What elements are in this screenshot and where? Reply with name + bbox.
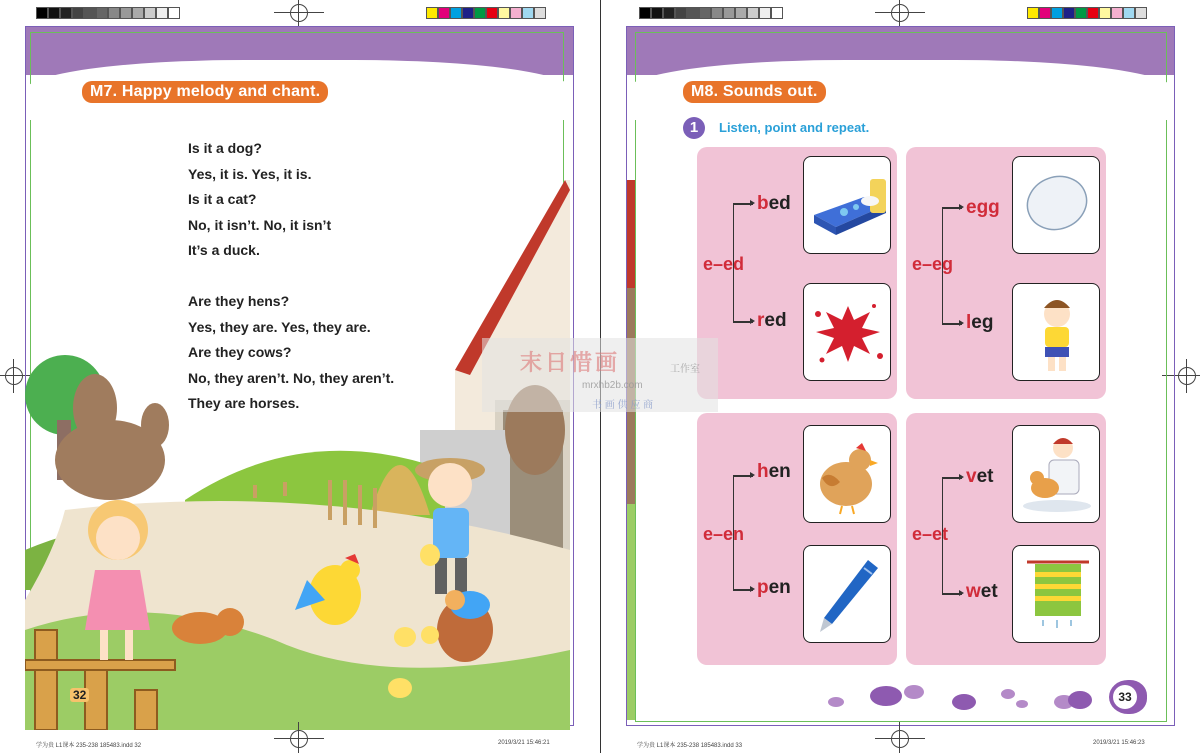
- branch-arrow: [733, 321, 753, 323]
- branch-arrow: [942, 207, 962, 209]
- word-pen: pen: [757, 577, 791, 598]
- vet-icon: [1013, 426, 1100, 523]
- bed-picture: [803, 156, 891, 254]
- chant-line: No, they aren’t. No, they aren’t.: [188, 369, 395, 386]
- branch-arrow: [942, 477, 962, 479]
- registration-mark: [889, 728, 911, 750]
- phonics-card-eg: [906, 147, 1106, 399]
- grayscale-calibration-bar: [639, 7, 783, 19]
- branch-arrow: [733, 475, 753, 477]
- chant-line: Is it a dog?: [188, 140, 262, 156]
- watermark-suffix: 工作室: [670, 364, 700, 375]
- bed-icon: [804, 157, 891, 254]
- branch-connector: [733, 203, 734, 321]
- word-bed: bed: [757, 193, 791, 214]
- branch-arrow: [942, 323, 962, 325]
- chant-line: Yes, they are. Yes, they are.: [188, 318, 371, 335]
- egg-icon: [1013, 157, 1100, 254]
- word-leg: leg: [966, 312, 994, 333]
- color-calibration-bar: [1027, 7, 1147, 19]
- section-title: M8. Sounds out.: [683, 81, 826, 103]
- color-calibration-bar: [426, 7, 546, 19]
- registration-mark: [288, 728, 310, 750]
- branch-arrow: [942, 593, 962, 595]
- word-red: red: [757, 310, 787, 331]
- red-picture: [803, 283, 891, 381]
- phonics-stem: e–eg: [912, 254, 954, 274]
- chant-line: Are they cows?: [188, 344, 292, 360]
- footer-file-info: 学为贵 L1课本 235-238 185483.indd 33: [637, 743, 743, 749]
- branch-connector: [942, 477, 943, 593]
- phonics-stem: e–ed: [703, 254, 745, 274]
- wet-picture: [1012, 545, 1100, 643]
- section-title: M7. Happy melody and chant.: [82, 81, 328, 103]
- watermark-overlay: [482, 338, 718, 412]
- phonics-card-et: [906, 413, 1106, 665]
- registration-mark: [1176, 365, 1198, 387]
- word-wet: wet: [966, 581, 998, 602]
- page-number: 33: [1113, 685, 1137, 709]
- leg-picture: [1012, 283, 1100, 381]
- phonics-stem: e–et: [912, 524, 949, 544]
- word-hen: hen: [757, 461, 791, 482]
- egg-picture: [1012, 156, 1100, 254]
- phonics-card-en: [697, 413, 897, 665]
- word-vet: vet: [966, 466, 994, 487]
- footer-timestamp: 2019/3/21 15:46:23: [1093, 740, 1145, 746]
- chant-line: It’s a duck.: [188, 242, 260, 258]
- red-paint-splat-icon: [804, 284, 891, 381]
- chant-line: Yes, it is. Yes, it is.: [188, 165, 312, 182]
- farm-scene-illustration: [25, 170, 570, 730]
- branch-arrow: [733, 203, 753, 205]
- page-number: 32: [70, 688, 89, 702]
- branch-connector: [942, 207, 943, 323]
- word-egg: egg: [966, 197, 1000, 218]
- chant-line: No, it isn’t. No, it isn’t: [188, 216, 332, 233]
- branch-arrow: [733, 589, 753, 591]
- hen-picture: [803, 425, 891, 523]
- phonics-stem: e–en: [703, 524, 745, 544]
- watermark-title: 末日惜画: [520, 350, 621, 375]
- registration-mark: [288, 2, 310, 24]
- watermark-subtitle: 书 画 供 应 商: [592, 400, 654, 411]
- chant-line: Are they hens?: [188, 293, 290, 309]
- vet-picture: [1012, 425, 1100, 523]
- pen-icon: [804, 546, 891, 643]
- registration-mark: [3, 365, 25, 387]
- watermark-url: mrxhb2b.com: [582, 380, 643, 391]
- pen-picture: [803, 545, 891, 643]
- scene-bleed: [627, 180, 635, 720]
- grayscale-calibration-bar: [36, 7, 180, 19]
- boy-leg-icon: [1013, 284, 1100, 381]
- phonics-card-ed: [697, 147, 897, 399]
- registration-mark: [889, 2, 911, 24]
- footer-timestamp: 2019/3/21 15:46:21: [498, 740, 550, 746]
- instruction-text: Listen, point and repeat.: [719, 120, 870, 135]
- activity-number-badge: 1: [683, 117, 705, 139]
- wet-towel-icon: [1013, 546, 1100, 643]
- branch-connector: [733, 475, 734, 589]
- hen-icon: [804, 426, 891, 523]
- chant-line: They are horses.: [188, 395, 300, 411]
- footer-file-info: 学为贵 L1课本 235-238 185483.indd 32: [36, 743, 142, 749]
- chant-line: Is it a cat?: [188, 191, 257, 207]
- decorative-fish-icons: [816, 680, 1116, 720]
